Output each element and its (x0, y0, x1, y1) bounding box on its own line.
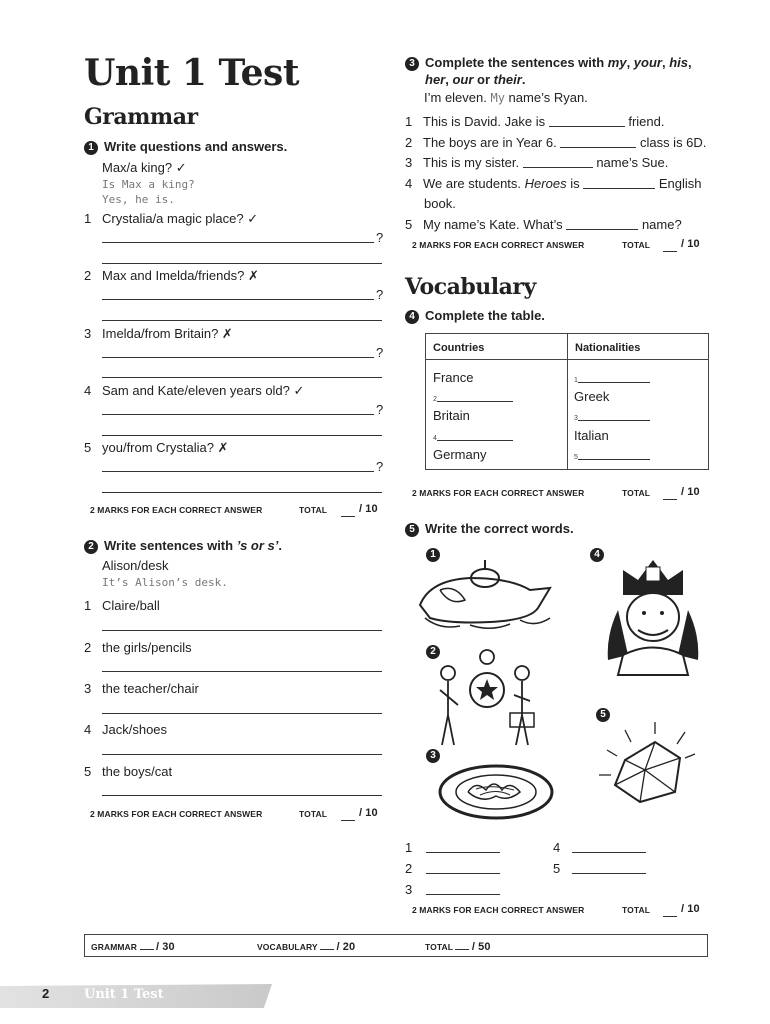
marks-note: 2 MARKS FOR EACH CORRECT ANSWER (412, 488, 585, 498)
table-header-countries: Countries (426, 334, 568, 360)
answer-line[interactable] (102, 414, 374, 415)
table-cell-nationality: Greek (574, 389, 610, 404)
total-score-label: TOTAL / 50 (425, 941, 491, 953)
list-item: 1 Claire/ball (84, 598, 160, 613)
question-mark: ? (376, 230, 384, 245)
total-out-of: / 10 (359, 503, 378, 515)
answer-line[interactable] (102, 713, 382, 714)
answer-blank[interactable] (560, 136, 636, 148)
answer-number: 5 (553, 861, 561, 876)
marks-note: 2 MARKS FOR EACH CORRECT ANSWER (90, 505, 263, 515)
total-out-of: / 10 (681, 238, 700, 250)
answer-line[interactable] (102, 754, 382, 755)
list-item: 4 Sam and Kate/eleven years old? ✓ (84, 383, 305, 398)
answer-line[interactable] (102, 795, 382, 796)
exercise-1-heading (84, 139, 287, 155)
answer-number: 1 (405, 840, 413, 855)
example-answer: It’s Alison’s desk. (102, 576, 228, 589)
answer-line[interactable] (426, 852, 500, 853)
total-out-of: / 10 (681, 486, 700, 498)
example-sentence: I’m eleven. My name’s Ryan. (424, 90, 588, 105)
example-prompt: Alison/desk (102, 558, 169, 573)
total-out-of: / 10 (681, 903, 700, 915)
list-item: 5 My name’s Kate. What’s name? (405, 217, 682, 232)
score-blank[interactable] (455, 942, 469, 950)
exercise-2-heading: 2 Write sentences with ’s or s’. (84, 538, 282, 554)
exercise-number: 1 (84, 141, 98, 155)
list-item: 2 The boys are in Year 6. class is 6D. (405, 135, 707, 150)
answer-line[interactable] (102, 357, 374, 358)
vocabulary-heading: Vocabulary (405, 274, 536, 300)
answer-line[interactable] (102, 242, 374, 243)
answer-line[interactable] (102, 671, 382, 672)
footer-label: Unit 1 Test (84, 987, 164, 1002)
question-mark: ? (376, 287, 384, 302)
diamond-icon (595, 720, 705, 815)
table-cell-country: France (433, 370, 474, 385)
answer-blank[interactable] (549, 115, 625, 127)
answer-line[interactable] (102, 471, 374, 472)
grammar-heading: Grammar (84, 104, 198, 130)
list-item-continuation: book. (424, 196, 456, 211)
list-item: 3 the teacher/chair (84, 681, 199, 696)
question-mark: ? (376, 459, 384, 474)
answer-number: 4 (553, 840, 561, 855)
list-item: 3 This is my sister. name’s Sue. (405, 155, 669, 170)
table-cell-blank[interactable]: 3 (574, 408, 650, 423)
total-label: TOTAL (622, 240, 651, 250)
example-answer: Yes, he is. (102, 193, 175, 206)
answer-blank[interactable] (523, 156, 593, 168)
total-out-of: / 10 (359, 807, 378, 819)
table-cell-blank[interactable]: 1 (574, 370, 650, 385)
answer-blank[interactable] (583, 177, 655, 189)
list-item: 5 the boys/cat (84, 764, 173, 779)
table-cell-nationality: Italian (574, 428, 609, 443)
example-prompt: Max/a king? ✓ (102, 160, 187, 175)
exercise-5-heading: 5 Write the correct words. (405, 521, 574, 537)
spaghetti-icon (436, 762, 556, 822)
band-icon (430, 645, 550, 750)
picture-number: 3 (426, 749, 440, 763)
answer-line[interactable] (426, 894, 500, 895)
answer-line[interactable] (102, 299, 374, 300)
picture-number: 2 (426, 645, 440, 659)
countries-table (425, 333, 709, 470)
answer-line[interactable] (102, 492, 382, 493)
total-blank[interactable] (663, 904, 677, 922)
question-mark: ? (376, 345, 384, 360)
total-blank[interactable] (341, 808, 355, 826)
king-icon (598, 555, 708, 680)
list-item: 2 Max and Imelda/friends? ✗ (84, 268, 259, 283)
total-label: TOTAL (622, 488, 651, 498)
total-blank[interactable] (663, 487, 677, 505)
picture-number: 4 (590, 548, 604, 562)
table-cell-blank[interactable]: 4 (433, 428, 513, 443)
exercise-3-heading: 3 Complete the sentences with my, your, his, her, our or their. (405, 54, 705, 88)
exercise-number: 4 (405, 310, 419, 324)
answer-line[interactable] (102, 263, 382, 264)
answer-line[interactable] (572, 852, 646, 853)
total-label: TOTAL (622, 905, 651, 915)
answer-blank[interactable] (566, 218, 638, 230)
exercise-number: 5 (405, 523, 419, 537)
grammar-score-label: GRAMMAR / 30 (91, 941, 175, 953)
vocabulary-score-label: VOCABULARY / 20 (257, 941, 356, 953)
picture-number: 1 (426, 548, 440, 562)
list-item: 4 Jack/shoes (84, 722, 168, 737)
answer-line[interactable] (102, 320, 382, 321)
answer-number: 3 (405, 882, 413, 897)
score-blank[interactable] (140, 942, 154, 950)
marks-note: 2 MARKS FOR EACH CORRECT ANSWER (90, 809, 263, 819)
answer-line[interactable] (572, 873, 646, 874)
question-mark: ? (376, 402, 384, 417)
list-item: 2 the girls/pencils (84, 640, 192, 655)
exercise-number: 3 (405, 57, 419, 71)
table-header-nationalities: Nationalities (568, 334, 708, 360)
answer-line[interactable] (102, 630, 382, 631)
score-blank[interactable] (320, 942, 334, 950)
table-cell-country: Germany (433, 447, 487, 462)
score-summary-box (84, 934, 708, 957)
example-question: Is Max a king? (102, 178, 195, 191)
total-blank[interactable] (663, 239, 677, 257)
total-label: TOTAL (299, 809, 328, 819)
submarine-icon (410, 560, 560, 635)
list-item: 5 you/from Crystalia? ✗ (84, 440, 229, 455)
list-item: 1 Crystalia/a magic place? ✓ (84, 211, 259, 226)
exercise-instruction: Write questions and answers. (104, 139, 288, 154)
marks-note: 2 MARKS FOR EACH CORRECT ANSWER (412, 905, 585, 915)
answer-line[interactable] (426, 873, 500, 874)
total-blank[interactable] (341, 504, 355, 522)
exercise-number: 2 (84, 540, 98, 554)
page-title: Unit 1 Test (84, 52, 299, 94)
answer-number: 2 (405, 861, 413, 876)
answer-line[interactable] (102, 435, 382, 436)
exercise-4-heading: 4 Complete the table. (405, 308, 545, 324)
list-item: 1 This is David. Jake is friend. (405, 114, 665, 129)
total-label: TOTAL (299, 505, 328, 515)
marks-note: 2 MARKS FOR EACH CORRECT ANSWER (412, 240, 585, 250)
page-number: 2 (42, 986, 50, 1001)
picture-number: 5 (596, 708, 610, 722)
list-item: 3 Imelda/from Britain? ✗ (84, 326, 233, 341)
table-cell-country: Britain (433, 408, 470, 423)
table-cell-blank[interactable]: 2 (433, 389, 513, 404)
answer-line[interactable] (102, 377, 382, 378)
table-cell-blank[interactable]: 5 (574, 447, 650, 462)
list-item: 4 We are students. Heroes is English (405, 176, 702, 191)
